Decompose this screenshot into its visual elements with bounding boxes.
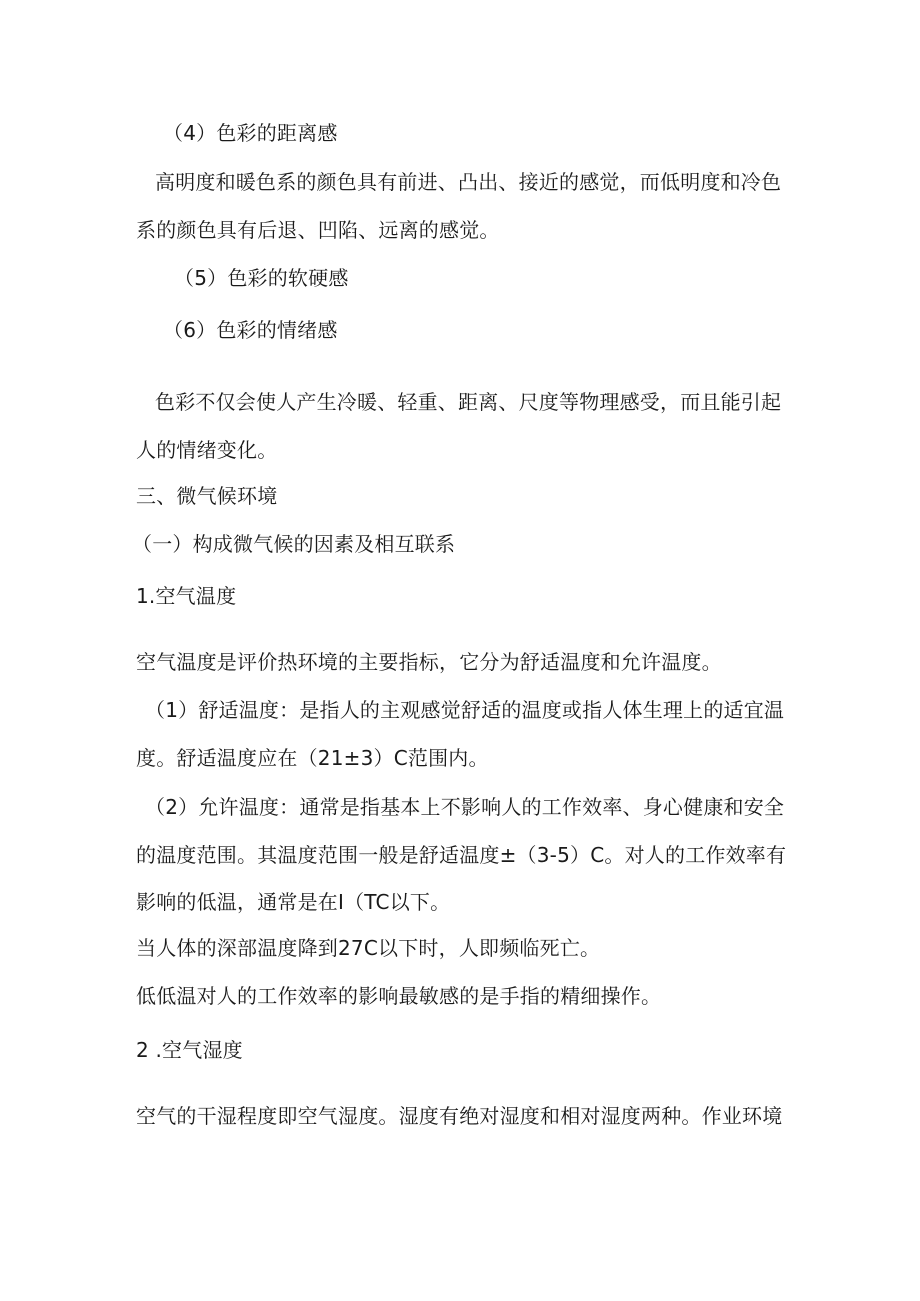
- heading-color-distance: （4）色彩的距离感: [163, 121, 338, 145]
- paragraph-line: 的温度范围。其温度范围一般是舒适温度±（3-5）C。对人的工作效率有: [136, 843, 787, 867]
- heading-color-emotion: （6）色彩的情绪感: [163, 318, 338, 342]
- paragraph-line: 空气温度是评价热环境的主要指标，它分为舒适温度和允许温度。: [136, 650, 722, 674]
- paragraph-line: 低低温对人的工作效率的影响最敏感的是手指的精细操作。: [136, 984, 662, 1008]
- paragraph-line: （1）舒适温度：是指人的主观感觉舒适的温度或指人体生理上的适宜温: [145, 698, 785, 722]
- section-title: 三、微气候环境: [136, 484, 278, 508]
- item-title-air-temperature: 1.空气温度: [136, 584, 237, 608]
- paragraph-line: 度。舒适温度应在（21±3）C范围内。: [136, 746, 489, 770]
- paragraph-line: 当人体的深部温度降到27C以下时，人即频临死亡。: [136, 936, 601, 960]
- paragraph-line: 高明度和暖色系的颜色具有前进、凸出、接近的感觉，而低明度和冷色: [155, 170, 782, 194]
- paragraph-line: （2）允许温度：通常是指基本上不影响人的工作效率、身心健康和安全: [145, 795, 785, 819]
- paragraph-line: 人的情绪变化。: [136, 438, 278, 462]
- paragraph-line: 影响的低温，通常是在I（TC以下。: [136, 890, 451, 914]
- paragraph-line: 系的颜色具有后退、凹陷、远离的感觉。: [136, 218, 500, 242]
- paragraph-line: 空气的干湿程度即空气湿度。湿度有绝对湿度和相对湿度两种。作业环境: [136, 1104, 783, 1128]
- heading-color-hardness: （5）色彩的软硬感: [174, 266, 349, 290]
- subsection-title: （一）构成微气候的因素及相互联系: [132, 532, 456, 556]
- item-title-air-humidity: 2 .空气湿度: [136, 1038, 243, 1062]
- paragraph-line: 色彩不仅会使人产生冷暖、轻重、距离、尺度等物理感受，而且能引起: [155, 390, 782, 414]
